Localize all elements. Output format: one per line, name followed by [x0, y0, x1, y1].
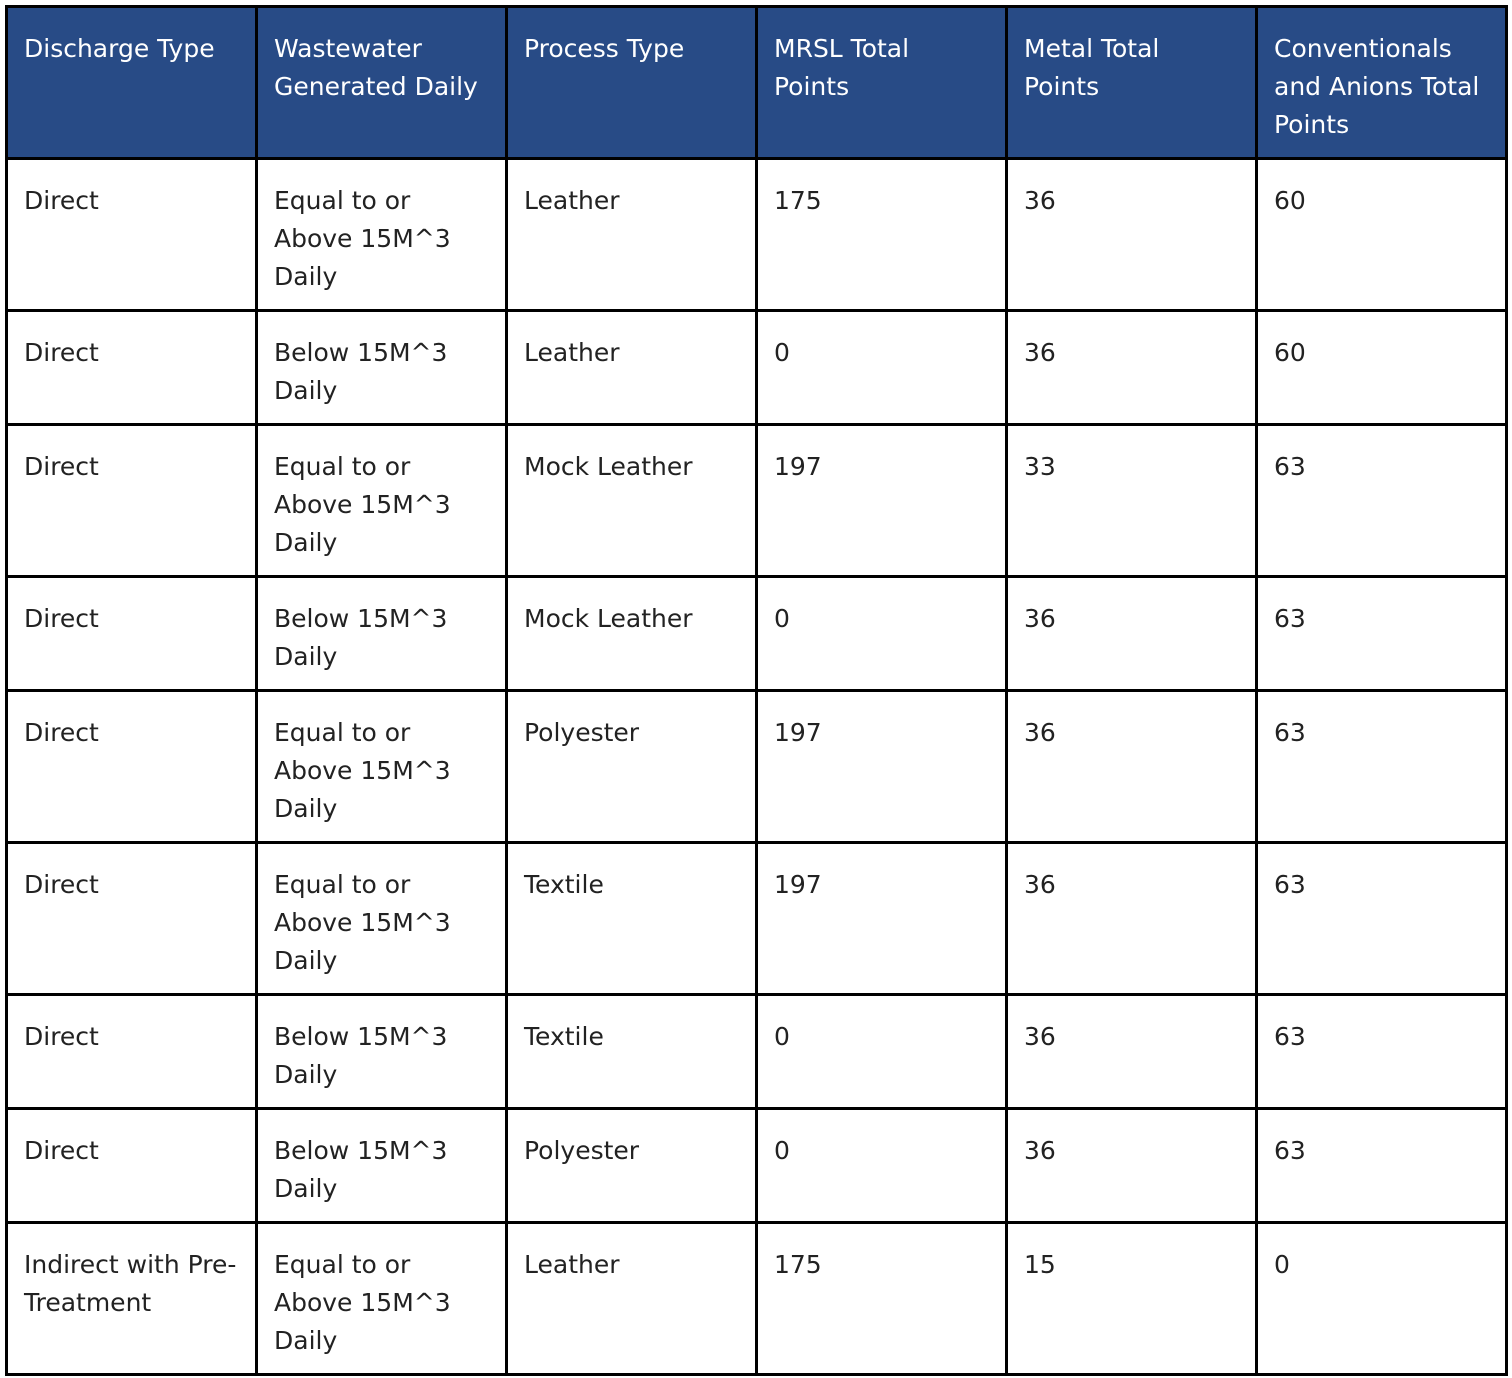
- header-metal-total-points: Metal Total Points: [1007, 7, 1257, 159]
- header-discharge-type: Discharge Type: [7, 7, 257, 159]
- cell-wastewater-generated: Equal to or Above 15M^3 Daily: [257, 159, 507, 311]
- table-row: [7, 691, 1507, 843]
- cell-process-type: Leather: [507, 159, 757, 311]
- cell-process-type: Textile: [507, 995, 757, 1109]
- cell-discharge-type: Direct: [7, 1109, 257, 1223]
- cell-metal-points: 36: [1007, 311, 1257, 425]
- cell-wastewater-generated: Equal to or Above 15M^3 Daily: [257, 425, 507, 577]
- table-row: [7, 843, 1507, 995]
- cell-mrsl-points: 0: [757, 311, 1007, 425]
- cell-discharge-type: Indirect with Pre-Treatment: [7, 1223, 257, 1375]
- cell-mrsl-points: 175: [757, 1223, 1007, 1375]
- cell-discharge-type: Direct: [7, 691, 257, 843]
- cell-metal-points: 36: [1007, 995, 1257, 1109]
- header-process-type: Process Type: [507, 7, 757, 159]
- cell-wastewater-generated: Equal to or Above 15M^3 Daily: [257, 1223, 507, 1375]
- cell-process-type: Polyester: [507, 1109, 757, 1223]
- table-row: [7, 311, 1507, 425]
- cell-wastewater-generated: Below 15M^3 Daily: [257, 311, 507, 425]
- cell-discharge-type: Direct: [7, 159, 257, 311]
- table-row: [7, 577, 1507, 691]
- cell-conventionals-points: 60: [1257, 159, 1507, 311]
- cell-discharge-type: Direct: [7, 311, 257, 425]
- header-wastewater-generated-daily: Wastewater Generated Daily: [257, 7, 507, 159]
- table-row: [7, 159, 1507, 311]
- cell-conventionals-points: 0: [1257, 1223, 1507, 1375]
- cell-mrsl-points: 197: [757, 691, 1007, 843]
- cell-wastewater-generated: Equal to or Above 15M^3 Daily: [257, 691, 507, 843]
- cell-metal-points: 36: [1007, 577, 1257, 691]
- cell-metal-points: 36: [1007, 843, 1257, 995]
- cell-conventionals-points: 60: [1257, 311, 1507, 425]
- cell-process-type: Mock Leather: [507, 425, 757, 577]
- cell-wastewater-generated: Below 15M^3 Daily: [257, 577, 507, 691]
- cell-mrsl-points: 175: [757, 159, 1007, 311]
- table-row: [7, 1109, 1507, 1223]
- cell-conventionals-points: 63: [1257, 843, 1507, 995]
- table-row: [7, 425, 1507, 577]
- cell-process-type: Leather: [507, 1223, 757, 1375]
- cell-conventionals-points: 63: [1257, 691, 1507, 843]
- table-header-row: [7, 7, 1507, 159]
- cell-discharge-type: Direct: [7, 577, 257, 691]
- cell-process-type: Textile: [507, 843, 757, 995]
- table-row: [7, 1223, 1507, 1375]
- table-row: [7, 995, 1507, 1109]
- cell-wastewater-generated: Below 15M^3 Daily: [257, 995, 507, 1109]
- cell-metal-points: 33: [1007, 425, 1257, 577]
- cell-mrsl-points: 0: [757, 1109, 1007, 1223]
- cell-metal-points: 15: [1007, 1223, 1257, 1375]
- cell-metal-points: 36: [1007, 159, 1257, 311]
- cell-process-type: Polyester: [507, 691, 757, 843]
- cell-conventionals-points: 63: [1257, 577, 1507, 691]
- header-conventionals-anions-total-points: Conventionals and Anions Total Points: [1257, 7, 1507, 159]
- cell-process-type: Mock Leather: [507, 577, 757, 691]
- cell-metal-points: 36: [1007, 1109, 1257, 1223]
- cell-process-type: Leather: [507, 311, 757, 425]
- cell-conventionals-points: 63: [1257, 425, 1507, 577]
- cell-wastewater-generated: Equal to or Above 15M^3 Daily: [257, 843, 507, 995]
- cell-discharge-type: Direct: [7, 425, 257, 577]
- cell-discharge-type: Direct: [7, 995, 257, 1109]
- header-mrsl-total-points: MRSL Total Points: [757, 7, 1007, 159]
- cell-mrsl-points: 197: [757, 843, 1007, 995]
- cell-discharge-type: Direct: [7, 843, 257, 995]
- cell-wastewater-generated: Below 15M^3 Daily: [257, 1109, 507, 1223]
- cell-mrsl-points: 0: [757, 577, 1007, 691]
- cell-conventionals-points: 63: [1257, 1109, 1507, 1223]
- cell-mrsl-points: 197: [757, 425, 1007, 577]
- cell-mrsl-points: 0: [757, 995, 1007, 1109]
- cell-metal-points: 36: [1007, 691, 1257, 843]
- cell-conventionals-points: 63: [1257, 995, 1507, 1109]
- wastewater-points-table: [5, 5, 1508, 1376]
